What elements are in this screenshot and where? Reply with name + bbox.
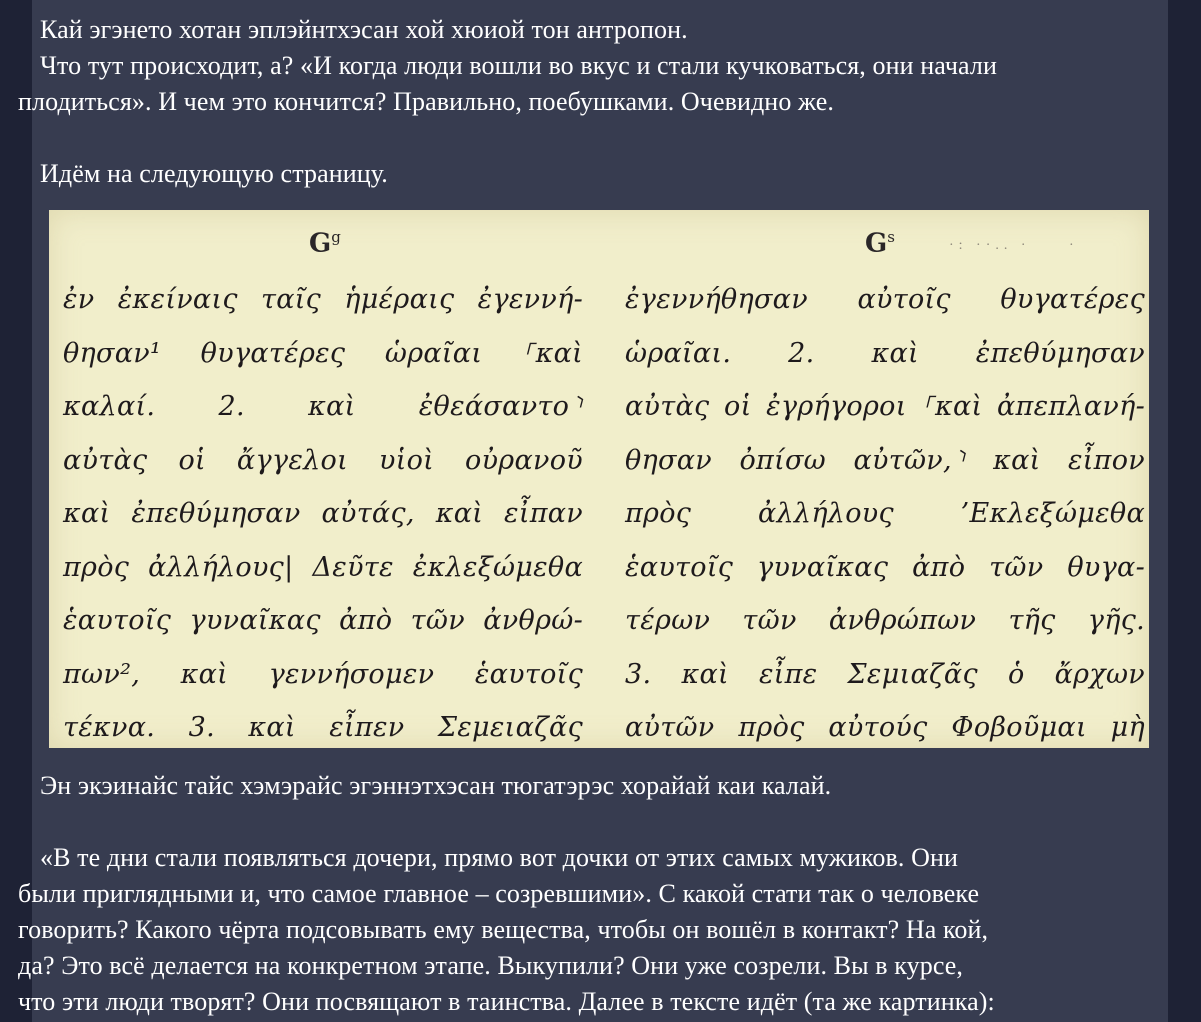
commentary-line-1 — [18, 840, 1118, 876]
greek-line-gg: αὐτὰς οἱ ἄγγελοι υἱοὶ οὐρανοῦ — [63, 444, 583, 476]
greek-line-gs: ἐγεννήθησαν αὐτοῖς θυγατέρες — [625, 284, 1145, 315]
greek-line-gg: θησαν¹ θυγατέρες ὡραῖαι ⸀καὶ — [63, 337, 583, 369]
text-line: «В те дни стали появляться дочери, прямо вот дочки от этих самых мужиков. Они — [40, 843, 959, 872]
greek-line-gs: ὡραῖαι. 2. καὶ ἐπεθύμησαν — [625, 337, 1145, 369]
greek-line-gs: θησαν ὀπίσω αὐτῶν,⸃ καὶ εἶπον — [625, 444, 1145, 476]
commentary-line-2: были приглядными и, что самое главное – созревшими». С какой стати так о человеке — [18, 879, 980, 908]
manuscript-label-gs: $G^s$ — [865, 228, 895, 259]
greek-line-gs: αὐτὰς οἱ ἐγρήγοροι ⸀καὶ ἀπεπλανή- — [625, 391, 1145, 422]
scan-column-gs — [625, 210, 1145, 748]
scan-specks: · — [1069, 238, 1079, 253]
greek-line-gg: ἐν ἐκείναις ταῖς ἡμέραις ἐγεννή- — [63, 284, 583, 315]
text-line: Идём на следующую страницу. — [40, 159, 388, 188]
intro-transliteration — [18, 12, 1118, 48]
greek-line-gg: ἑαυτοῖς γυναῖκας ἀπὸ τῶν ἀνθρώ- — [63, 605, 583, 636]
next-page-line — [18, 156, 1118, 192]
greek-line-gs: τέρων τῶν ἀνθρώπων τῆς γῆς. — [625, 605, 1145, 636]
greek-transliteration — [18, 768, 1118, 804]
greek-line-gs: 3. καὶ εἶπε Σεμιαζᾶς ὁ ἄρχων — [625, 658, 1145, 690]
commentary-line-3: говорить? Какого чёрта подсовывать ему вещества, чтобы он вошёл в контакт? На кой, — [18, 915, 989, 944]
intro-paragraph-line-2: плодиться». И чем это кончится? Правильно, поебушками. Очевидно же. — [18, 87, 834, 116]
text-line: Кай эгэнето хотан эплэйнтхэсан хой хюиой тон антропон. — [40, 15, 688, 44]
greek-line-gg: καλαί. 2. καὶ ἐθεάσαντο⸃ — [63, 391, 583, 422]
greek-line-gs: ἑαυτοῖς γυναῖκας ἀπὸ τῶν θυγα- — [625, 551, 1145, 583]
greek-line-gg: πων², καὶ γεννήσομεν ἑαυτοῖς — [63, 658, 583, 690]
greek-line-gg: πρὸς ἀλλήλους| Δεῦτε ἐκλεξώμεθα — [63, 551, 583, 583]
greek-line-gg: καὶ ἐπεθύμησαν αὐτάς, καὶ εἶπαν — [63, 498, 583, 529]
scan-specks: ·: ··.. · — [949, 238, 1031, 253]
intro-paragraph-line-1 — [18, 48, 1118, 84]
text-line: Что тут происходит, а? «И когда люди вошли во вкус и стали кучковаться, они начали — [40, 51, 997, 80]
text-line: Эн экэинайс тайс хэмэрайс эгэннэтхэсан тюгатэрэс хорайай каи калай. — [40, 771, 832, 800]
greek-line-gs: αὐτῶν πρὸς αὐτούς Φοβοῦμαι μὴ — [625, 712, 1145, 743]
greek-text-scan — [49, 210, 1149, 748]
scan-column-gg — [63, 210, 583, 748]
commentary-line-5: что эти люди творят? Они посвящают в таинства. Далее в тексте идёт (та же картинка): — [18, 987, 995, 1016]
manuscript-label-gg: $G^g$ — [309, 228, 341, 259]
greek-line-gs: πρὸς ἀλλήλους ’Εκλεξώμεθα — [625, 498, 1145, 529]
greek-line-gg: τέκνα. 3. καὶ εἶπεν Σεμειαζᾶς — [63, 712, 583, 743]
commentary-line-4: да? Это всё делается на конкретном этапе. Выкупили? Они уже созрели. Вы в курсе, — [18, 951, 964, 980]
